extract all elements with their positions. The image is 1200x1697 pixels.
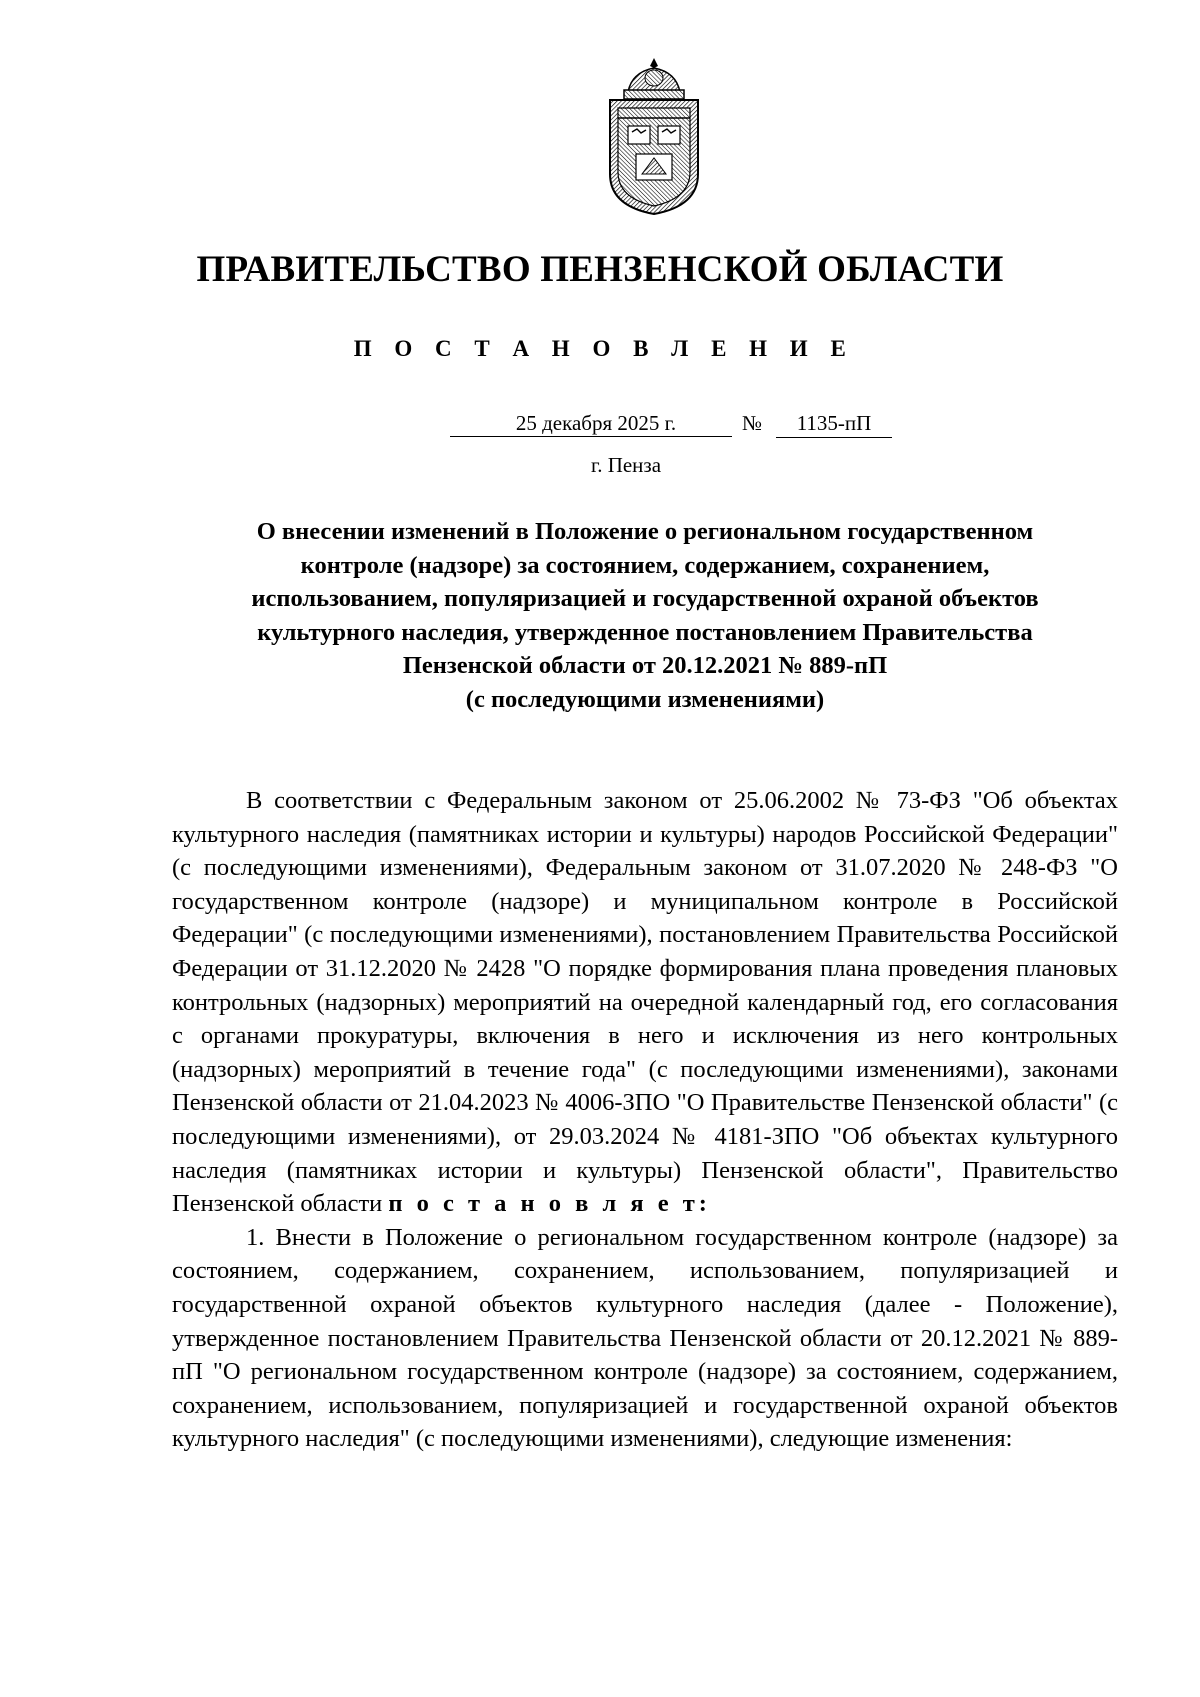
subject-line: контроле (надзоре) за состоянием, содержанием, сохранением,	[300, 551, 990, 579]
subject-line: культурного наследия, утвержденное постановлением Правительства	[257, 618, 1033, 646]
document-type-title: П О С Т А Н О В Л Е Н И Е	[353, 336, 855, 361]
document-body	[172, 784, 1118, 1456]
coat-of-arms-emblem	[598, 56, 710, 216]
number-sign: №	[742, 411, 763, 435]
document-number: 1135-пП	[776, 409, 892, 438]
preamble-paragraph	[172, 784, 1118, 1221]
document-subject	[172, 515, 1118, 717]
document-date: 25 декабря 2025 г.	[450, 409, 732, 437]
government-title: ПРАВИТЕЛЬСТВО ПЕНЗЕНСКОЙ ОБЛАСТИ	[196, 249, 1004, 290]
document-city: г. Пенза	[590, 453, 662, 477]
resolves-word: п о с т а н о в л я е т:	[388, 1190, 711, 1218]
subject-line: (с последующими изменениями)	[465, 685, 825, 713]
subject-line: Пензенской области от 20.12.2021 № 889-пП	[402, 652, 888, 680]
item-1-paragraph: 1. Внести в Положение о региональном государственном контроле (надзоре) за состоянием, содержанием, сохранением, использованием, популяризацией и государственной охраной объектов культурного наследия (далее - Положение), утвержденное постановлением Правительства Пензенской области от 20.12.2021 № 889-пП "О региональном государственном контроле (надзоре) за состоянием, содержанием, сохранением, использованием, популяризацией и государственной охраной объектов культурного наследия" (с последующими изменениями), следующие изменения:	[172, 1223, 1118, 1453]
subject-line: О внесении изменений в Положение о региональном государственном	[256, 518, 1034, 545]
subject-line: использованием, популяризацией и государственной охраной объектов	[251, 585, 1039, 613]
preamble-text: В соответствии с Федеральным законом от 25.06.2002 № 73-ФЗ "Об объектах культурного наследия (памятниках истории и культуры) народов Российской Федерации" (с последующими изменениями), Федеральным законом от 31.07.2020 № 248-ФЗ "О государственном контроле (надзоре) и муниципальном контроле в Российской Федерации" (с последующими изменениями), постановлением Правительства Российской Федерации от 31.12.2020 № 2428 "О порядке формирования плана проведения плановых контрольных (надзорных) мероприятий на очередной календарный год, его согласования с органами прокуратуры, включения в него и исключения из него контрольных (надзорных) мероприятий в течение года" (с последующими изменениями), законами Пензенской области от 21.04.2023 № 4006-ЗПО "О Правительстве Пензенской области" (с последующими изменениями), от 29.03.2024 № 4181-ЗПО "Об объектах культурного наследия (памятниках истории и культуры) Пензенской области", Правительство Пензенской области	[172, 787, 1118, 1218]
